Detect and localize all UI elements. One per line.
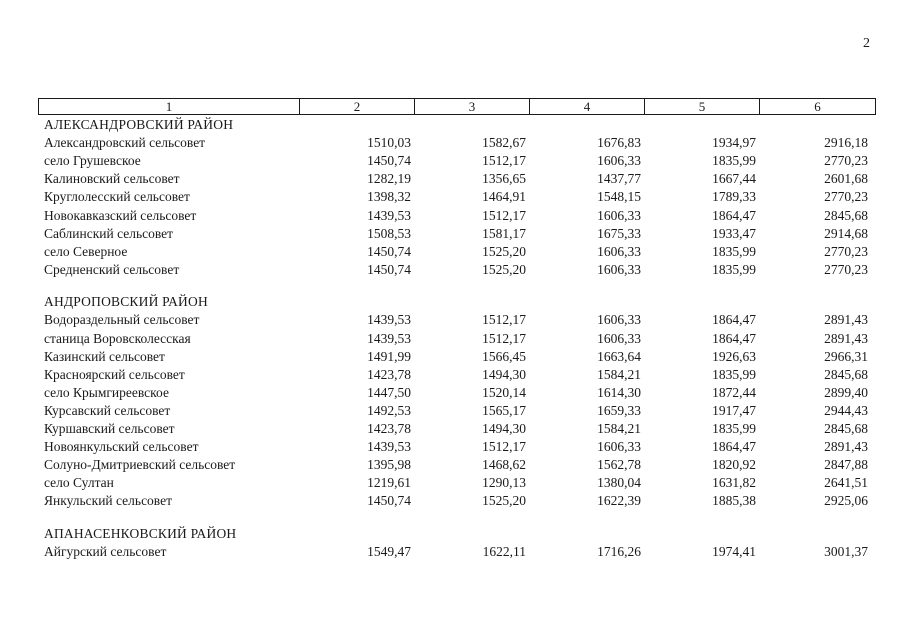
- value-cell-col-3: 1356,65: [482, 171, 526, 187]
- value-cell-col-6: 3001,37: [824, 544, 868, 560]
- value-cell-col-5: 1789,33: [712, 189, 756, 205]
- value-cell-col-3: 1581,17: [482, 225, 526, 241]
- value-cell-col-3: 1512,17: [482, 207, 526, 223]
- value-cell-col-4: 1676,83: [597, 135, 641, 151]
- value-cell-col-5: 1917,47: [712, 402, 756, 418]
- value-cell-col-4: 1606,33: [597, 207, 641, 223]
- table-row: [38, 420, 876, 438]
- value-cell-col-3: 1512,17: [482, 312, 526, 328]
- settlement-name: Средненский сельсовет: [44, 261, 180, 277]
- table-row: [38, 348, 876, 366]
- settlement-name: Александровский сельсовет: [44, 135, 206, 151]
- value-cell-col-3: 1566,45: [482, 348, 526, 364]
- column-header: 1: [165, 99, 173, 114]
- table-row: [38, 402, 876, 420]
- value-cell-col-6: 2916,18: [824, 135, 868, 151]
- value-cell-col-3: 1565,17: [482, 402, 526, 418]
- value-cell-col-4: 1622,39: [597, 493, 641, 509]
- table-row: [38, 384, 876, 402]
- value-cell-col-6: 2770,23: [824, 243, 868, 259]
- column-header: 6: [759, 99, 875, 114]
- value-cell-col-3: 1512,17: [482, 330, 526, 346]
- district-heading-row: [38, 525, 876, 543]
- value-cell-col-5: 1667,44: [712, 171, 756, 187]
- column-header-row: [38, 98, 876, 115]
- value-cell-col-2: 1450,74: [367, 243, 411, 259]
- settlement-name: Курсавский сельсовет: [44, 402, 171, 418]
- district-heading: АЛЕКСАНДРОВСКИЙ РАЙОН: [44, 117, 234, 133]
- value-cell-col-5: 1835,99: [712, 243, 756, 259]
- value-cell-col-6: 2845,68: [824, 366, 868, 382]
- value-cell-col-4: 1716,26: [597, 544, 641, 560]
- value-cell-col-5: 1820,92: [712, 457, 756, 473]
- value-cell-col-3: 1512,17: [482, 153, 526, 169]
- district-heading-row: [38, 116, 876, 134]
- value-cell-col-2: 1423,78: [367, 421, 411, 437]
- value-cell-col-2: 1395,98: [367, 457, 411, 473]
- value-cell-col-2: 1423,78: [367, 366, 411, 382]
- value-cell-col-5: 1864,47: [712, 330, 756, 346]
- value-cell-col-5: 1974,41: [712, 544, 756, 560]
- district-heading: АНДРОПОВСКИЙ РАЙОН: [44, 294, 208, 310]
- settlement-name: Солуно-Дмитриевский сельсовет: [44, 457, 236, 473]
- value-cell-col-2: 1450,74: [367, 261, 411, 277]
- settlement-name: Красноярский сельсовет: [44, 366, 185, 382]
- settlement-name: село Крымгиреевское: [44, 384, 169, 400]
- value-cell-col-5: 1864,47: [712, 439, 756, 455]
- value-cell-col-3: 1525,20: [482, 261, 526, 277]
- value-cell-col-2: 1491,99: [367, 348, 411, 364]
- value-cell-col-6: 2845,68: [824, 207, 868, 223]
- value-cell-col-5: 1864,47: [712, 207, 756, 223]
- value-cell-col-2: 1450,74: [367, 493, 411, 509]
- value-cell-col-2: 1439,53: [367, 207, 411, 223]
- table-row: [38, 206, 876, 224]
- value-cell-col-4: 1606,33: [597, 153, 641, 169]
- value-cell-col-6: 2891,43: [824, 439, 868, 455]
- table-row: [38, 170, 876, 188]
- value-cell-col-2: 1282,19: [367, 171, 411, 187]
- value-cell-col-5: 1835,99: [712, 366, 756, 382]
- settlement-name: Водораздельный сельсовет: [44, 312, 200, 328]
- settlement-name: Калиновский сельсовет: [44, 171, 180, 187]
- value-cell-col-3: 1494,30: [482, 366, 526, 382]
- value-cell-col-6: 2925,06: [824, 493, 868, 509]
- table-row: [38, 188, 876, 206]
- page-number: 2: [863, 36, 870, 51]
- value-cell-col-3: 1525,20: [482, 493, 526, 509]
- value-cell-col-6: 2891,43: [824, 312, 868, 328]
- table-row: [38, 474, 876, 492]
- value-cell-col-2: 1508,53: [367, 225, 411, 241]
- value-cell-col-6: 2770,23: [824, 189, 868, 205]
- value-cell-col-3: 1582,67: [482, 135, 526, 151]
- value-cell-col-6: 2845,68: [824, 421, 868, 437]
- value-cell-col-4: 1606,33: [597, 330, 641, 346]
- value-cell-col-4: 1437,77: [597, 171, 641, 187]
- value-cell-col-6: 2891,43: [824, 330, 868, 346]
- value-cell-col-6: 2966,31: [824, 348, 868, 364]
- value-cell-col-2: 1450,74: [367, 153, 411, 169]
- value-cell-col-2: 1492,53: [367, 402, 411, 418]
- value-cell-col-4: 1548,15: [597, 189, 641, 205]
- settlement-name: Новокавказский сельсовет: [44, 207, 197, 223]
- value-cell-col-4: 1606,33: [597, 439, 641, 455]
- value-cell-col-2: 1549,47: [367, 544, 411, 560]
- value-cell-col-4: 1606,33: [597, 261, 641, 277]
- table-row: [38, 438, 876, 456]
- value-cell-col-4: 1606,33: [597, 243, 641, 259]
- value-cell-col-2: 1439,53: [367, 312, 411, 328]
- value-cell-col-4: 1380,04: [597, 475, 641, 491]
- value-cell-col-6: 2847,88: [824, 457, 868, 473]
- value-cell-col-2: 1439,53: [367, 330, 411, 346]
- value-cell-col-6: 2641,51: [824, 475, 868, 491]
- value-cell-col-4: 1675,33: [597, 225, 641, 241]
- table-row: [38, 261, 876, 279]
- value-cell-col-5: 1864,47: [712, 312, 756, 328]
- table-body: [38, 115, 876, 561]
- value-cell-col-3: 1290,13: [482, 475, 526, 491]
- value-cell-col-5: 1934,97: [712, 135, 756, 151]
- value-cell-col-6: 2770,23: [824, 153, 868, 169]
- value-cell-col-5: 1926,63: [712, 348, 756, 364]
- value-cell-col-3: 1525,20: [482, 243, 526, 259]
- settlement-name: Саблинский сельсовет: [44, 225, 174, 241]
- section-spacer: [38, 279, 876, 294]
- value-cell-col-3: 1512,17: [482, 439, 526, 455]
- settlement-name: село Северное: [44, 243, 128, 259]
- district-heading-row: [38, 293, 876, 311]
- table-row: [38, 366, 876, 384]
- value-cell-col-3: 1464,91: [482, 189, 526, 205]
- value-cell-col-2: 1447,50: [367, 384, 411, 400]
- value-cell-col-2: 1398,32: [367, 189, 411, 205]
- value-cell-col-3: 1468,62: [482, 457, 526, 473]
- settlement-name: станица Воровсколесская: [44, 330, 191, 346]
- value-cell-col-4: 1562,78: [597, 457, 641, 473]
- settlement-name: село Султан: [44, 475, 114, 491]
- value-cell-col-4: 1614,30: [597, 384, 641, 400]
- value-cell-col-6: 2601,68: [824, 171, 868, 187]
- settlement-name: Новоянкульский сельсовет: [44, 439, 199, 455]
- table-row: [38, 134, 876, 152]
- value-cell-col-6: 2944,43: [824, 402, 868, 418]
- value-cell-col-4: 1663,64: [597, 348, 641, 364]
- data-table: [38, 98, 876, 561]
- value-cell-col-2: 1439,53: [367, 439, 411, 455]
- value-cell-col-4: 1659,33: [597, 402, 641, 418]
- settlement-name: Куршавский сельсовет: [44, 421, 175, 437]
- value-cell-col-2: 1510,03: [367, 135, 411, 151]
- column-header: 5: [644, 99, 759, 114]
- value-cell-col-3: 1520,14: [482, 384, 526, 400]
- value-cell-col-6: 2914,68: [824, 225, 868, 241]
- settlement-name: село Грушевское: [44, 153, 141, 169]
- settlement-name: Айгурский сельсовет: [44, 544, 167, 560]
- settlement-name: Круглолесский сельсовет: [44, 189, 190, 205]
- table-row: [38, 330, 876, 348]
- value-cell-col-4: 1584,21: [597, 366, 641, 382]
- value-cell-col-5: 1885,38: [712, 493, 756, 509]
- value-cell-col-5: 1872,44: [712, 384, 756, 400]
- value-cell-col-5: 1835,99: [712, 153, 756, 169]
- value-cell-col-6: 2899,40: [824, 384, 868, 400]
- value-cell-col-4: 1606,33: [597, 312, 641, 328]
- settlement-name: Казинский сельсовет: [44, 348, 165, 364]
- section-spacer: [38, 510, 876, 525]
- settlement-name: Янкульский сельсовет: [44, 493, 172, 509]
- value-cell-col-6: 2770,23: [824, 261, 868, 277]
- table-row: [38, 225, 876, 243]
- value-cell-col-5: 1631,82: [712, 475, 756, 491]
- value-cell-col-3: 1622,11: [482, 544, 526, 560]
- table-row: [38, 492, 876, 510]
- value-cell-col-4: 1584,21: [597, 421, 641, 437]
- value-cell-col-5: 1835,99: [712, 421, 756, 437]
- district-heading: АПАНАСЕНКОВСКИЙ РАЙОН: [44, 526, 237, 542]
- table-row: [38, 243, 876, 261]
- table-row: [38, 311, 876, 329]
- value-cell-col-2: 1219,61: [367, 475, 411, 491]
- value-cell-col-5: 1835,99: [712, 261, 756, 277]
- value-cell-col-3: 1494,30: [482, 421, 526, 437]
- table-row: [38, 543, 876, 561]
- column-header: 4: [529, 99, 644, 114]
- table-row: [38, 456, 876, 474]
- column-header: 2: [299, 99, 414, 114]
- value-cell-col-5: 1933,47: [712, 225, 756, 241]
- table-row: [38, 152, 876, 170]
- column-header: 3: [414, 99, 529, 114]
